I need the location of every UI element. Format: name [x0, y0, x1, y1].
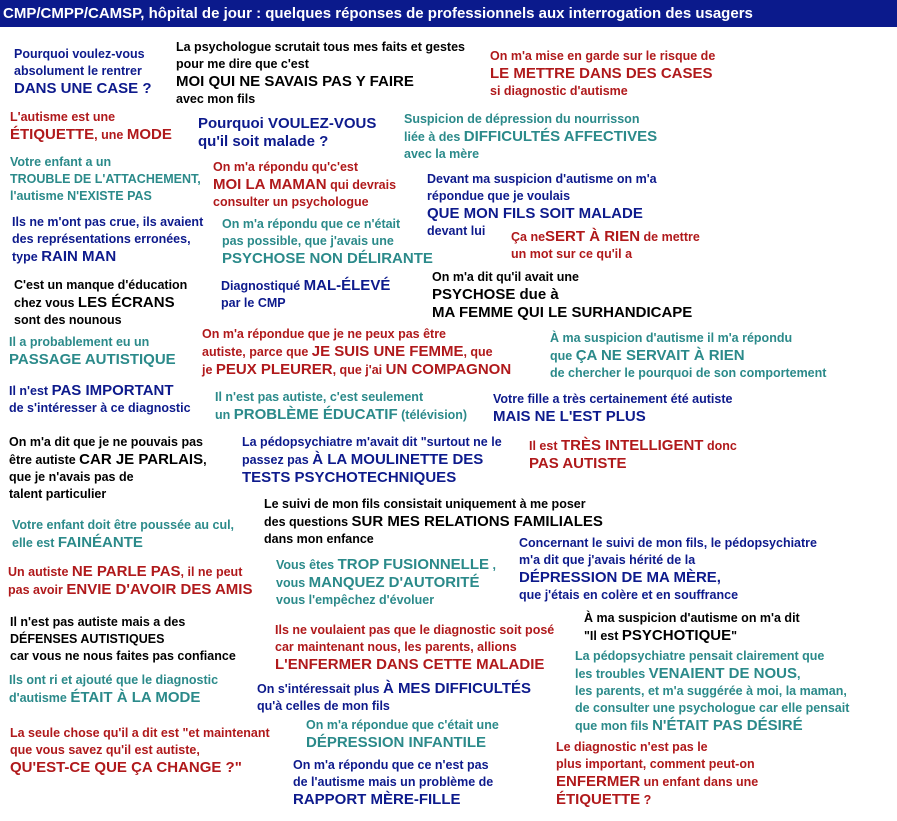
quote-text: DÉFENSES AUTISTIQUES — [10, 632, 165, 646]
quote-line — [10, 648, 236, 665]
quote-emphasis: PAS AUTISTE — [529, 455, 627, 472]
quote-line — [8, 581, 252, 599]
quote-line — [432, 269, 692, 286]
quote-line — [511, 228, 700, 246]
quote-line — [264, 496, 603, 513]
quote-line — [575, 683, 849, 700]
quote-text: Ils ne m'ont pas crue, ils avaient — [12, 215, 204, 229]
quote-psychologue — [176, 39, 465, 108]
quote-emphasis: PSYCHOSE due à — [432, 286, 559, 303]
quote-line — [14, 294, 187, 312]
quote-emphasis: MOI LA MAMAN — [213, 176, 327, 193]
quote-text: les troubles — [575, 667, 649, 681]
quote-text: Concernant le suivi de mon fils, le pédopsychiatre — [519, 536, 817, 550]
quote-line — [242, 451, 502, 469]
quote-line — [9, 434, 207, 451]
quote-emphasis: ÉTIQUETTE — [10, 126, 95, 143]
quote-text: À ma suspicion d'autisme il m'a répondu — [550, 331, 793, 345]
quote-line — [264, 513, 603, 531]
quote-moulinette — [242, 434, 502, 487]
quote-text: consulter un psychologue — [213, 195, 369, 209]
quote-line — [556, 739, 758, 756]
quote-line — [275, 639, 554, 656]
quote-text: Un autiste — [8, 565, 72, 579]
quote-line — [493, 391, 732, 408]
quote-text: que — [550, 349, 576, 363]
quote-text: qui devrais — [326, 178, 397, 192]
quote-text: vous l'empêchez d'évoluer — [276, 593, 435, 607]
quote-emphasis: MOI QUI NE SAVAIS PAS Y FAIRE — [176, 73, 414, 90]
quote-sert-a-rien — [511, 228, 700, 263]
quote-text: Votre enfant a un — [10, 155, 112, 169]
quote-line — [9, 334, 176, 351]
quote-line — [276, 574, 496, 592]
quote-text: On m'a mise en garde sur le risque de — [490, 49, 716, 63]
quote-defenses-autistiques — [10, 614, 236, 665]
quote-psychotique — [584, 610, 800, 645]
quote-surhandicape — [432, 269, 692, 322]
quote-text: d'autisme — [9, 691, 71, 705]
quote-line — [432, 304, 692, 322]
quote-mal-eleve — [221, 277, 390, 312]
quote-attachement — [10, 154, 201, 205]
quote-line — [14, 46, 152, 63]
quote-mes-difficultes — [257, 680, 531, 715]
quote-text: L'autisme est une — [10, 110, 116, 124]
quote-emphasis: PROBLÈME ÉDUCATIF — [233, 406, 398, 423]
quote-line — [432, 286, 692, 304]
quote-line — [9, 451, 207, 469]
quote-text: On m'a dit qu'il avait une — [432, 270, 579, 284]
quote-line — [10, 725, 270, 742]
quote-probleme-educatif — [215, 389, 467, 424]
quote-text: si diagnostic d'autisme — [490, 84, 628, 98]
quote-depression-infantile — [306, 717, 499, 752]
quote-text: vous — [276, 576, 309, 590]
quote-text: absolument le rentrer — [14, 64, 142, 78]
quote-malade — [198, 115, 376, 151]
quote-pas-desire — [575, 648, 849, 735]
quote-emphasis: LE METTRE DANS DES CASES — [490, 65, 713, 82]
quote-text: m'a dit que j'avais hérité de la — [519, 553, 696, 567]
quote-text: Il a probablement eu un — [9, 335, 150, 349]
quote-text: avec la mère — [404, 147, 480, 161]
quote-line — [556, 791, 758, 809]
quote-line — [222, 233, 433, 250]
quote-text: je — [202, 363, 216, 377]
quote-fusionnelle — [276, 556, 496, 609]
quote-line — [9, 351, 176, 369]
quote-emphasis: JE SUIS UNE FEMME — [311, 343, 464, 360]
quote-emphasis: RAIN MAN — [41, 248, 117, 265]
quote-line — [257, 680, 531, 698]
quote-emphasis: ÇA NE SERVAIT À RIEN — [575, 347, 745, 364]
quote-text: répondue que je voulais — [427, 189, 571, 203]
quote-servait-a-rien — [550, 330, 826, 382]
quote-text: pour me dire que c'est — [176, 57, 309, 71]
quote-line — [9, 672, 218, 689]
quote-line — [550, 347, 826, 365]
quote-line — [9, 400, 191, 417]
quote-emphasis: ENVIE D'AVOIR DES AMIS — [66, 581, 253, 598]
quote-text: type — [12, 250, 42, 264]
quote-line — [529, 437, 737, 455]
quote-emphasis: QUE MON FILS SOIT MALADE — [427, 205, 643, 222]
quote-line — [575, 717, 849, 735]
quote-emphasis: ÉTAIT À LA MODE — [70, 689, 201, 706]
quote-text: On m'a répondue que c'était une — [306, 718, 499, 732]
quote-text: Diagnostiqué — [221, 279, 304, 293]
quote-emphasis: DANS UNE CASE ? — [14, 80, 152, 97]
quote-line — [550, 330, 826, 347]
quote-text: C'est un manque d'éducation — [14, 278, 188, 292]
quote-text: devant lui — [427, 224, 486, 238]
quote-line — [575, 648, 849, 665]
quote-line — [176, 73, 465, 91]
quote-text: Il est — [529, 439, 561, 453]
quote-text: être autiste — [9, 453, 80, 467]
quote-enfermer-etiquette — [556, 739, 758, 809]
quote-ne-parle-pas — [8, 563, 252, 599]
quote-line — [215, 406, 467, 424]
quote-line — [202, 343, 511, 361]
quote-emphasis: PAS IMPORTANT — [51, 382, 174, 399]
quote-faineante — [12, 517, 234, 552]
quote-line — [8, 563, 252, 581]
quote-line — [10, 759, 270, 777]
quote-emphasis: SERT À RIEN — [545, 228, 641, 245]
quote-line — [10, 154, 201, 171]
quote-emphasis: UN COMPAGNON — [385, 361, 512, 378]
quote-emphasis: DÉPRESSION DE MA MÈRE, — [519, 569, 721, 586]
quote-line — [490, 48, 715, 65]
quote-line — [404, 111, 657, 128]
quote-line — [293, 791, 493, 809]
quote-text: liée à des — [404, 130, 464, 144]
quote-emphasis: PSYCHOTIQUE — [621, 627, 732, 644]
quote-line — [9, 382, 191, 400]
quote-line — [10, 614, 236, 631]
quote-text: Suspicion de dépression du nourrisson — [404, 112, 640, 126]
quote-text: Devant ma suspicion d'autisme on m'a — [427, 172, 657, 186]
quote-line — [306, 734, 499, 752]
quote-text: talent particulier — [9, 487, 107, 501]
quote-text: , il ne peut — [180, 565, 243, 579]
quote-line — [198, 133, 376, 151]
quote-line — [404, 146, 657, 163]
quote-line — [427, 171, 657, 188]
quote-psychose-non-delirante — [222, 216, 433, 268]
quote-text: , — [797, 667, 801, 681]
quote-text: Vous êtes — [276, 558, 338, 572]
quote-emphasis: TRÈS INTELLIGENT — [560, 437, 704, 454]
quote-emphasis: MA FEMME QUI LE SURHANDICAPE — [432, 304, 693, 321]
quote-line — [427, 205, 657, 223]
quote-text: un enfant dans une — [640, 775, 759, 789]
quote-emphasis: DÉPRESSION INFANTILE — [306, 734, 487, 751]
quote-text: passez pas — [242, 453, 313, 467]
quote-text: qu'à celles de mon fils — [257, 699, 390, 713]
quote-emphasis: qu'il soit malade ? — [198, 133, 329, 150]
quote-line — [519, 552, 817, 569]
quote-line — [213, 176, 396, 194]
quote-line — [584, 627, 800, 645]
quote-line — [221, 277, 390, 295]
quote-text: , — [203, 453, 207, 467]
quote-line — [215, 389, 467, 406]
quote-text: , une — [94, 128, 127, 142]
quote-line — [519, 587, 817, 604]
quote-cases — [490, 48, 715, 100]
quote-text: Votre fille a très certainement été autiste — [493, 392, 733, 406]
quote-emphasis: FAINÉANTE — [57, 534, 143, 551]
quote-text: un mot sur ce qu'il a — [511, 247, 633, 261]
quote-text: , que — [463, 345, 493, 359]
quote-text: de consulter une psychologue car elle pensait — [575, 701, 850, 715]
quote-depression-nourrisson — [404, 111, 657, 163]
quote-emphasis: N'ÉTAIT PAS DÉSIRÉ — [652, 717, 803, 734]
quote-emphasis: ENFERMER — [556, 773, 641, 790]
quote-line — [490, 65, 715, 83]
quote-line — [213, 159, 396, 176]
quote-line — [202, 361, 511, 379]
quote-passage-autistique — [9, 334, 176, 369]
quote-text: , — [489, 558, 496, 572]
quote-emphasis: PSYCHOSE NON DÉLIRANTE — [222, 250, 433, 267]
quote-line — [176, 56, 465, 73]
quote-text: de s'intéresser à ce diagnostic — [9, 401, 191, 415]
quote-text: dans mon enfance — [264, 532, 374, 546]
quote-text: que j'étais en colère et en souffrance — [519, 588, 739, 602]
quote-line — [222, 216, 433, 233]
quote-text: elle est — [12, 536, 58, 550]
quote-depression-mere — [519, 535, 817, 604]
page-title: CMP/CMPP/CAMSP, hôpital de jour : quelques réponses de professionnels aux interrogation des usagers — [0, 0, 897, 27]
quote-line — [12, 517, 234, 534]
quote-line — [550, 365, 826, 382]
quote-emphasis: ÉTIQUETTE — [556, 791, 641, 808]
quote-line — [14, 63, 152, 80]
quote-text: Ils ont ri et ajouté que le diagnostic — [9, 673, 219, 687]
quote-line — [490, 83, 715, 100]
quote-line — [293, 757, 493, 774]
quote-text: pas avoir — [8, 583, 67, 597]
quote-text: sont des nounous — [14, 313, 122, 327]
quote-line — [14, 312, 187, 329]
quote-rain-man — [12, 214, 203, 266]
quote-line — [519, 535, 817, 552]
quote-text: de mettre — [640, 230, 700, 244]
quote-emphasis: MANQUEZ D'AUTORITÉ — [308, 574, 480, 591]
quote-etiquette-mode — [10, 109, 172, 144]
quote-text: On m'a répondue que je ne peux pas être — [202, 327, 447, 341]
quote-line — [12, 534, 234, 552]
quote-line — [556, 773, 758, 791]
quote-text: Pourquoi voulez-vous — [14, 47, 145, 61]
quote-ne-l-est-plus — [493, 391, 732, 426]
quote-text: On m'a répondu que ce n'était — [222, 217, 401, 231]
quote-text: chez vous — [14, 296, 78, 310]
quote-text: pas possible, que j'avais une — [222, 234, 394, 248]
quote-text: que vous savez qu'il est autiste, — [10, 743, 200, 757]
quote-text: La pédopsychiatre pensait clairement que — [575, 649, 825, 663]
quote-line — [14, 277, 187, 294]
quote-line — [198, 115, 376, 133]
quote-text: "Il est — [584, 629, 622, 643]
quote-text: plus important, comment peut-on — [556, 757, 755, 771]
quote-text: Il n'est pas autiste mais a des — [10, 615, 186, 629]
quote-line — [14, 80, 152, 98]
quote-line — [242, 469, 502, 487]
quote-line — [529, 455, 737, 473]
quote-text: La psychologue scrutait tous mes faits et gestes — [176, 40, 465, 54]
quote-line — [12, 214, 203, 231]
quote-emphasis: MODE — [126, 126, 172, 143]
quote-line — [575, 665, 849, 683]
quote-text: par le CMP — [221, 296, 286, 310]
quote-text: TROUBLE DE L'ATTACHEMENT, — [10, 172, 201, 186]
quote-text: que je n'avais pas de — [9, 470, 134, 484]
quote-line — [584, 610, 800, 627]
quote-emphasis: QU'EST-CE QUE ÇA CHANGE ?" — [10, 759, 242, 776]
quote-emphasis: À LA MOULINETTE DES — [312, 451, 484, 468]
quote-emphasis: MAL-ÉLEVÉ — [303, 277, 391, 294]
quote-emphasis: NE PARLE PAS — [71, 563, 181, 580]
quote-text: l'autisme N'EXISTE PAS — [10, 189, 152, 203]
quote-line — [519, 569, 817, 587]
quote-line — [222, 250, 433, 268]
quote-line — [257, 698, 531, 715]
quote-text: Ils ne voulaient pas que le diagnostic soit posé — [275, 623, 555, 637]
quote-parlais — [9, 434, 207, 503]
quote-line — [9, 469, 207, 486]
quote-emphasis: TROP FUSIONNELLE — [337, 556, 490, 573]
quote-pas-important — [9, 382, 191, 417]
quote-line — [404, 128, 657, 146]
quote-line — [276, 556, 496, 574]
quote-text: On m'a répondu que ce n'est pas — [293, 758, 489, 772]
quote-text: " — [731, 629, 738, 643]
quote-line — [176, 91, 465, 108]
quote-text: La pédopsychiatre m'avait dit "surtout ne le — [242, 435, 502, 449]
quote-emphasis: MAIS NE L'EST PLUS — [493, 408, 646, 425]
quote-text: La seule chose qu'il a dit est "et maintenant — [10, 726, 270, 740]
quote-text: ? — [640, 793, 652, 807]
quote-text: des questions — [264, 515, 352, 529]
quote-case — [14, 46, 152, 98]
quote-line — [427, 188, 657, 205]
quote-emphasis: SUR MES RELATIONS FAMILIALES — [351, 513, 603, 530]
quote-line — [221, 295, 390, 312]
quote-emphasis: VENAIENT DE NOUS — [648, 665, 797, 682]
quote-emphasis: DIFFICULTÉS AFFECTIVES — [463, 128, 658, 145]
quote-emphasis: TESTS PSYCHOTECHNIQUES — [242, 469, 457, 486]
quote-text: de l'autisme mais un problème de — [293, 775, 494, 789]
quote-line — [10, 171, 201, 188]
quote-ecrans — [14, 277, 187, 329]
quote-line — [276, 592, 496, 609]
quote-text: un — [215, 408, 234, 422]
quote-line — [12, 248, 203, 266]
quote-line — [10, 188, 201, 205]
quote-text: (télévision) — [397, 408, 468, 422]
quote-line — [275, 656, 554, 674]
quote-text: avec mon fils — [176, 92, 256, 106]
quote-text: Votre enfant doit être poussée au cul, — [12, 518, 235, 532]
quote-text: Le diagnostic n'est pas le — [556, 740, 708, 754]
quote-line — [176, 39, 465, 56]
quote-line — [556, 756, 758, 773]
quote-text: On s'intéressait plus — [257, 682, 383, 696]
quote-line — [511, 246, 700, 263]
quote-femme — [202, 326, 511, 379]
quote-line — [293, 774, 493, 791]
quote-text: On m'a dit que je ne pouvais pas — [9, 435, 203, 449]
quote-emphasis: PASSAGE AUTISTIQUE — [9, 351, 176, 368]
quote-text: car maintenant nous, les parents, allions — [275, 640, 517, 654]
quote-emphasis: LES ÉCRANS — [77, 294, 175, 311]
quote-rapport-mere-fille — [293, 757, 493, 809]
quote-text: autiste, parce que — [202, 345, 312, 359]
quote-text: Il n'est pas autiste, c'est seulement — [215, 390, 424, 404]
quote-emphasis: CAR JE PARLAIS — [79, 451, 204, 468]
quote-text: car vous ne nous faites pas confiance — [10, 649, 236, 663]
quote-line — [10, 742, 270, 759]
quote-text: Le suivi de mon fils consistait uniquement à me poser — [264, 497, 586, 511]
quote-maman — [213, 159, 396, 211]
quote-line — [202, 326, 511, 343]
quote-emphasis: À MES DIFFICULTÉS — [382, 680, 531, 697]
quote-line — [9, 486, 207, 503]
quote-line — [493, 408, 732, 426]
quote-emphasis: RAPPORT MÈRE-FILLE — [293, 791, 461, 808]
quote-text: de chercher le pourquoi de son comportement — [550, 366, 827, 380]
quote-tres-intelligent — [529, 437, 737, 473]
quote-line — [275, 622, 554, 639]
quote-line — [10, 109, 172, 126]
quote-emphasis: Pourquoi VOULEZ-VOUS — [198, 115, 377, 132]
quote-text: , que j'ai — [332, 363, 386, 377]
quote-line — [575, 700, 849, 717]
quote-enfermer-maladie — [275, 622, 554, 674]
quote-line — [306, 717, 499, 734]
quote-text: que mon fils — [575, 719, 653, 733]
quote-a-la-mode — [9, 672, 218, 707]
quote-text: Ça ne — [511, 230, 546, 244]
quote-line — [12, 231, 203, 248]
quote-line — [10, 631, 236, 648]
quote-text: On m'a répondu qu'c'est — [213, 160, 359, 174]
quote-ca-change — [10, 725, 270, 777]
quote-line — [9, 689, 218, 707]
quote-text: les parents, et m'a suggérée à moi, la maman, — [575, 684, 847, 698]
quote-text: Il n'est — [9, 384, 52, 398]
quote-text: À ma suspicion d'autisme on m'a dit — [584, 611, 800, 625]
quote-line — [10, 126, 172, 144]
quote-line — [213, 194, 396, 211]
quote-text: des représentations erronées, — [12, 232, 191, 246]
quote-text: donc — [703, 439, 737, 453]
quote-emphasis: PEUX PLEURER — [215, 361, 333, 378]
quote-emphasis: L'ENFERMER DANS CETTE MALADIE — [275, 656, 545, 673]
quote-line — [242, 434, 502, 451]
